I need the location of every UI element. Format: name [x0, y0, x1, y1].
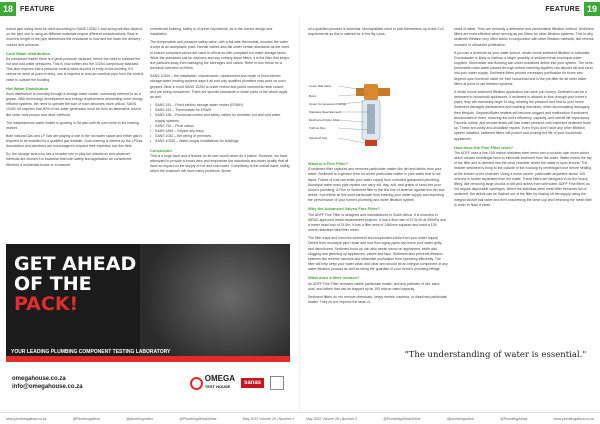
right-page-number: 19 — [584, 2, 600, 16]
footer-twitter-link[interactable]: @PlumbingAfrica — [72, 416, 100, 421]
footer-issue: May 2022 Volume 28 | Number 4 — [306, 416, 358, 421]
paragraph: The instantaneous water heater is growing in SA also with its own niche in the heating market. — [6, 120, 139, 130]
advert-tagline: YOUR LEADING PLUMBING COMPONENT TESTING LABORATORY — [11, 349, 171, 355]
subheading: Conclusion — [150, 147, 172, 153]
list-item: • SANS 198 – Functional control and safety valves for domestic hot and cold water supply systems — [150, 113, 290, 123]
paragraph: As mentioned earlier there is a great pressure variance, hence the need to balance the hot and cold water pressures. This is now written into the 10254 compulsory standard. This also requires that a pressure control valve at point of entry to the building. If it cannot be done at point of entry, one is required to lead an overflow pipe from the control valve to outside the building. — [6, 56, 144, 82]
paragraph: smell of water. They are primarily a defensive and preservative filtration method. Sediment filters are most effective when serving as pre-filters for other filtration systems. This is why sediment filtration very often works in conjunction with other filtration methods, like reverse osmosis or ultraviolet purification. — [454, 27, 594, 47]
paragraph: The filter traps and removes sediment and suspended solids from your water supply. Debris from municipal pipe repair and rust from aging pipes can leave your water gritty and discoloured. Sediment build-up can also wreak havoc on appliances, while also clogging and jamming up appliances, valves and taps. Sediment also prevents filtration systems like reverse osmosis and ultraviolet purification from operating efficiently. The filter will help keep your water clean and clear and should be an integral component of any water filtration process as well as being the guardian of your home's plumbing fittings. — [308, 236, 448, 272]
article-column-3 — [308, 160, 448, 404]
advert-footer — [6, 362, 290, 404]
paragraph: Sediment filters do not remove chemicals, heavy metals, bacteria, or dissolved particulate matter. They do not improve the taste or — [308, 294, 447, 305]
diagram-label: Spiral-off Cap — [309, 136, 328, 140]
subheading: What does a filter remove? — [308, 275, 360, 281]
article-column-3-top — [308, 27, 448, 45]
left-footer — [0, 417, 300, 421]
standards-list — [150, 103, 290, 145]
omega-ring-icon — [190, 377, 203, 390]
sanas-logo: sanas — [241, 378, 264, 388]
omega-advertisement[interactable] — [6, 244, 290, 404]
certification-seal-icon — [270, 376, 284, 390]
omega-wordmark — [205, 375, 235, 391]
paragraph: If you use a borehole as your water source, whole house sediment filtration is advisable. Groundwater is likely to harbour a larger quantity of sediment than municipal water supplies. Stormwater and flooding can usher unwanted debris into your system. The semi-permeable rocks water passes through before reaching aquifers can deposit silt and sand into your water supply. Sediment filters provide necessary purification for those who depend upon borehole water for their household and is the pre-filter for all other water filters at point of use filtration systems. — [454, 50, 594, 86]
paragraph: Actual pipe sizing must be done according to SANS 10252-1 and sizing will also depend on the pipe one is using as different materials require different considerations. Bear in mind the length of the pipe determines the resistance to flow and the lower the delivery volume and pressure. — [6, 27, 143, 47]
diagram-label: Upper Compression Fittings — [309, 102, 347, 106]
footer-issue: May 2022 Volume 28 | Number 4 — [242, 416, 294, 421]
diagram-label: Stainless Steel Element — [309, 110, 341, 114]
footer-instagram-link[interactable]: @plumbingonline — [126, 416, 154, 421]
paragraph: An ADFF Fine Filter removes visible particulate matter, and any particles of dirt, sand, dust, and debris that can be trapped by its 105 micron rated capacity. — [308, 281, 441, 291]
page-spine — [299, 18, 300, 412]
diagram-label: Turbine Fins — [309, 126, 326, 130]
page-footer — [0, 412, 600, 424]
advert-headline-line: OF THE — [14, 273, 92, 295]
paragraph: Such distribution is normally through a storage water heater, commonly referred to as a geyser. With technology development and energy requirements demanding more energy efficient systems, the need to operate the size of each becomes more critical. SANS 10400 XA requires that 50% of hot water generation must be from an alternative source like solar, heat pumps and other methods. — [6, 91, 143, 117]
mesh-element — [367, 104, 375, 134]
advert-email-link[interactable]: info@omegahouse.co.za — [12, 384, 83, 390]
paragraph: The temperature and pressure safety valve, with a fail safe thermostat, ensures the water is kept at an acceptable point. Needle valves also fall under certain standards as the need to ensure compliant valves are used is critical as with compliant hot water storage tanks. While the standards call for strainers and say nothing about filters, it is the filter that keeps line particles away from damaging the cartridges and valves. Refer to box below for a technical overview on filters. — [150, 40, 290, 71]
advert-website-link[interactable]: omegahouse.co.za — [12, 376, 66, 382]
paragraph: SANS 10254 – the installation, maintenance, replacement and repair of fixed electric storage water heating systems says it all and only qualified plumbers may work on such geysers. Bear in mind SANS 10254 is under review and public comments have closed and are being considered. There are specific standards to which parts of the whole apply as well: — [150, 74, 288, 100]
subheading: Cold Water distribution — [6, 50, 51, 56]
article-column-4 — [454, 27, 594, 345]
list-item: • SANS 1849 – Geyser drip trays — [150, 129, 290, 134]
list-item: • SANS 1042 – the wiring of premises — [150, 134, 290, 139]
list-item: • SANS 151 – Fixed electric storage water heater (ESWH) — [150, 103, 290, 108]
advert-headline-line: GET AHEAD — [14, 253, 137, 275]
left-page-number: 18 — [0, 2, 16, 16]
list-item: • SANS 10252 – Water supply installations for buildings — [150, 139, 290, 144]
paragraph: A sediment filter captures and removes particulate matter like dirt and debris from your water. Sediment is a generic term for all the particulate matter in your water that is not liquid. Flakes of rust can enter your water supply from corroded galvanized plumbing. Municipal water main pipe repairs can carry silt, clay, soil, and grains of sand into your home's plumbing. A Fine or Sediment filter is the first line of defence against this dirt and debris. It prohibits all this solid particulate from entering your water supply and impeding the performance of your home's plumbing and water filtration system. — [308, 167, 445, 203]
footer-website-link[interactable]: www.plumbingafrica.co.za — [6, 416, 47, 421]
right-section-label: FEATURE — [545, 5, 580, 13]
subheading: Why the Advanced Valves Fine Filter? — [308, 206, 380, 212]
pull-quote: "The understanding of water is essential." — [404, 350, 587, 360]
left-page-header — [0, 0, 59, 18]
left-section-label: FEATURE — [20, 5, 55, 13]
subheading: What is a Fine Filter? — [308, 161, 349, 166]
advert-contact — [12, 375, 83, 391]
paragraph: A whole house sediment filtration application can save you money. Sediment can be a detriment to household appliances. If sediment is allowed to flow through your home's pipes, they will eventually begin to clog, slowing the pressure and flow to your home. Sediment damages dishwashers and washing machines; when accumulating damaging their lifespan. Geysers/Water heaters will become clogged and malfunction if sediment accumulates in them, reducing the unit's efficiency, capacity, and overall life expectancy. Faucets, toilets, and showerheads will lose water pressure with extended sediment build up. These are costly and avoidable repairs. Even if you don't have any other filtration system installed, sediment filters will protect and prolong the life of your household appliances. — [454, 89, 591, 141]
right-footer — [300, 417, 600, 421]
valve-body — [364, 84, 378, 100]
paragraph: The ADFF Fine Filter is designed and manufactured in South Africa. It is mounted in WRAS approved metal replacement polymer. It has a flow rate of 37.2L/hr at 450kPa and a meter head loss of 24.5m. It has a filter area of 1460mm squared and used a 105 micron stainless steel filter mesh. — [308, 212, 446, 233]
filter-diagram — [308, 80, 394, 152]
filter-diagram-svg — [308, 80, 394, 152]
footer-twitter-link[interactable]: @PlumbingAfrica — [500, 416, 528, 421]
omega-brand: OMEGA — [204, 374, 235, 383]
subheading: Hot Water Distribution — [6, 85, 49, 91]
paragraph: commercial building, safety is of prime importance, as is the correct design and installation. — [150, 27, 273, 37]
paragraph: So, the storage tank now has a broader role to play but whichever and whatever methods are chosen it is essential that both safety and application be considered. Whether a residential house or a massive — [6, 152, 133, 167]
list-item: • SANS 752 – Float valves — [150, 124, 290, 129]
right-page-header — [541, 0, 600, 18]
paragraph: The ADFF uses a fine 105-micron stainless steel mesh and a cyclonic spin down action which causes centrifugal force to eliminate sediment from the water. Water enters the top of the filter and is diverted into the clear chamber where the water is spun around. The heavier sediment is flung to the outside of the housing by centrifugal force before settling at the bottom of the chamber. Using a mesh screen, particulate anywhere above 105 microns is further separated from the water. These filters are designed to do the heavy lifting, like removing large chunks of dirt and debris from well water. ADFF Fine filters do not require disposable cartridges. When the stainless-steel mesh filter becomes full of sediment, the debris can be flushed out of the filter by closing off the supply using the integral shutoff ball valve and then unscrewing the clear cup and removing the mesh filter in order to flush it clean. — [454, 150, 592, 207]
footer-website-link[interactable]: www.plumbingafrica.co.za — [553, 416, 594, 421]
article-column-1 — [6, 27, 144, 241]
paragraph: Both Natural Gas and LP Gas are playing a role in the hot water space and either gas is required to be installed by a qualified gas installer. Such training is offered by the LPGas Association and plumbers are encouraged to expand their expertise into this field. — [6, 133, 143, 149]
omega-brand-sub: TEST HOUSE — [204, 384, 231, 389]
list-item: • SANS 151 – Thermostats for ESWH — [150, 108, 290, 113]
advert-logos — [190, 375, 284, 391]
diagram-label: Rotor — [309, 94, 317, 98]
article-column-2 — [150, 27, 290, 241]
diagram-label: Reinforced Nylon Filter — [309, 118, 340, 122]
diagram-label: Lower Ball Valve — [309, 84, 332, 88]
omega-logo — [190, 375, 235, 391]
footer-facebook-link[interactable]: @PlumbingAfricaOnline — [179, 416, 217, 421]
advert-headline-line: PACK! — [14, 293, 79, 315]
paragraph: all a qualified plumber is essential. Municipalities need to pick themselves up to the CoC requirements as this is catered for in the By-Laws. — [308, 27, 445, 37]
footer-instagram-link[interactable]: @plumbingonline — [446, 416, 474, 421]
paragraph: This is a huge topic and a feature on its own would never do it justice. However, we have attempted to provide a broad view and emphasise the standards and water quality that all have an impact on the supply of hot and cold water. Compliancy is the critical issue, failing which the customer will have many problems. Above — [150, 153, 290, 174]
subheading: How does the Fine Filter work? — [454, 144, 514, 150]
footer-facebook-link[interactable]: @PlumbingAfricaOnline — [383, 416, 421, 421]
spin-off-cap — [365, 140, 377, 146]
advert-headline — [14, 254, 136, 314]
